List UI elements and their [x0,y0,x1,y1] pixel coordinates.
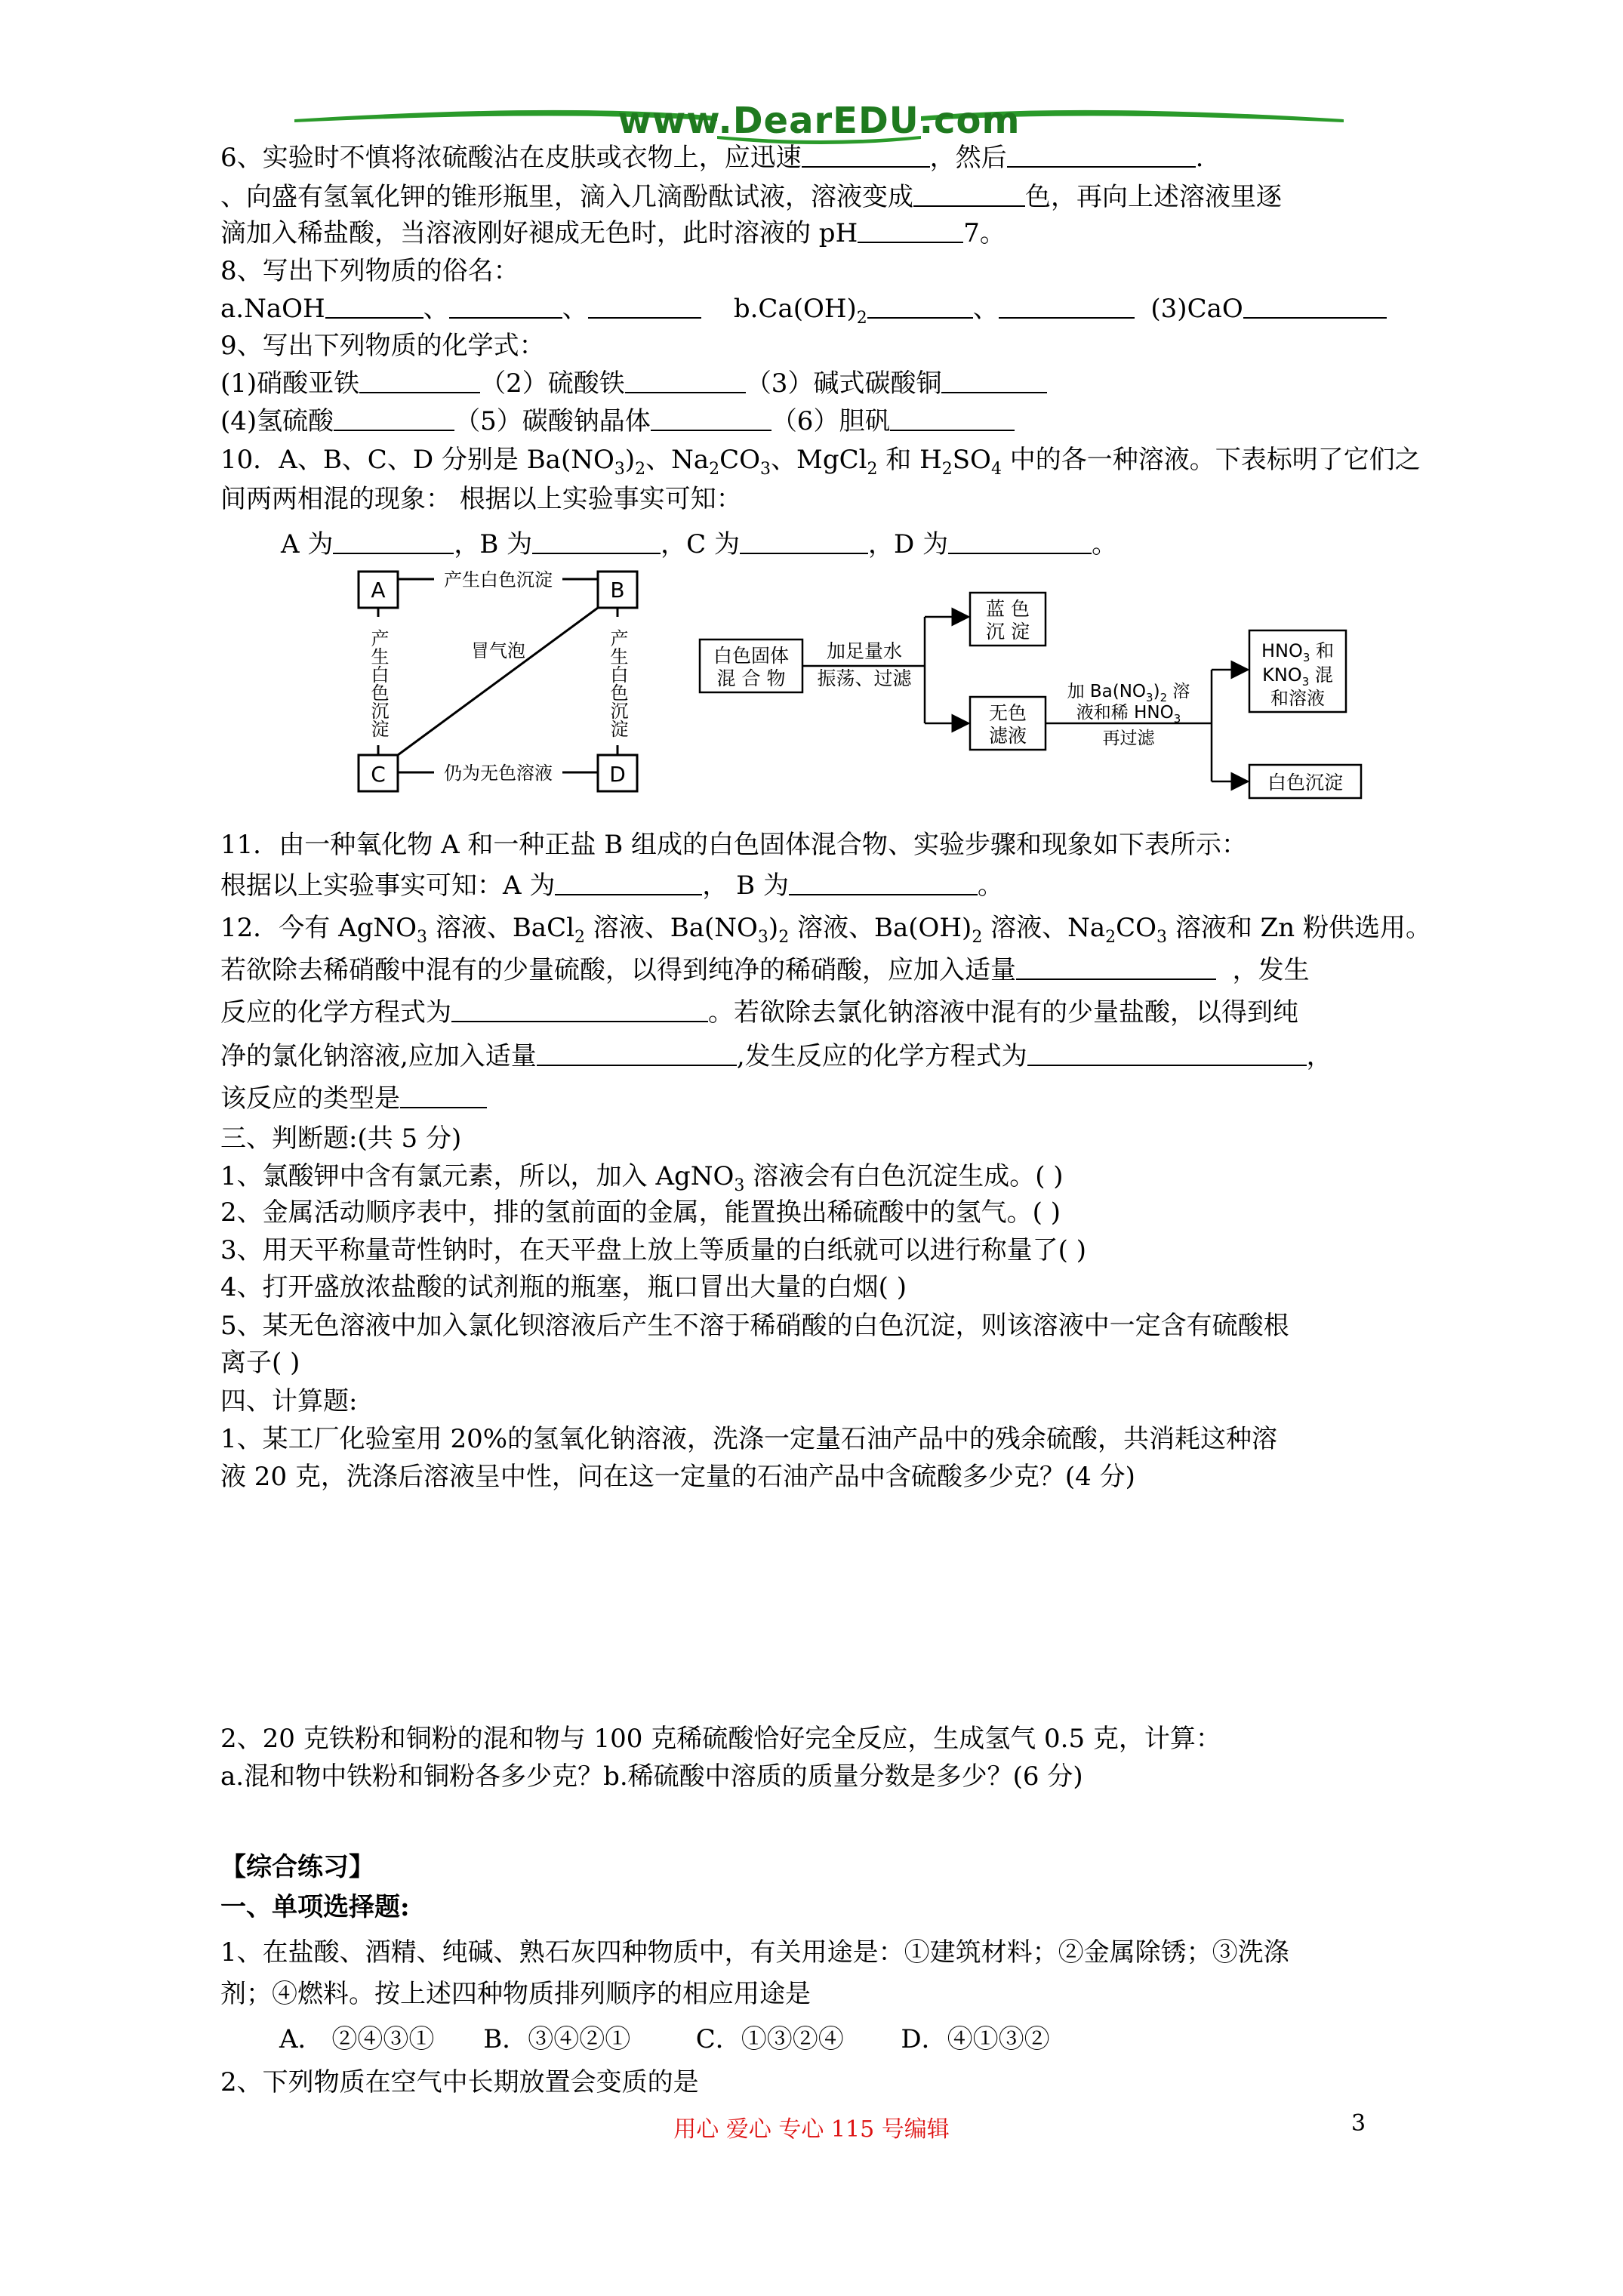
mix-label-1: $HNO_3$ 和 [1261,640,1335,664]
question-12-line-3: 反应的化学方程式为 。若欲除去氯化钠溶液中混有的少量盐酸，以得到纯 [220,997,1298,1028]
judgement-1: 1、氯酸钾中含有氯元素，所以，加入 AgNO$_3$ 溶液会有白色沉淀生成。( ) [220,1161,1064,1195]
question-9: 9、写出下列物质的化学式： [220,331,545,361]
question-9-row-2: (4)氢硫酸 （5）碳酸钠晶体 （6）胆矾 [220,405,1015,437]
start-label-2: 混 合 物 [716,667,786,689]
blue-label-1: 蓝 色 [986,598,1030,620]
label-b: B [610,578,625,603]
mc-1-line-2: 剂；④燃料。按上述四种物质排列顺序的相应用途是 [220,1979,811,2009]
mixing-square-diagram [343,562,668,797]
judgement-3: 3、用天平称量苛性钠时，在天平盘上放上等质量的白纸就可以进行称量了( ) [220,1235,1086,1265]
question-7-line-2: 滴加入稀盐酸，当溶液刚好褪成无色时，此时溶液的 pH 7。 [220,218,1006,248]
question-12-line-5: 该反应的类型是 [220,1083,487,1114]
footer-text: 用心 爱心 专心 115 号编辑 [673,2116,950,2143]
label-a: A [371,578,386,603]
question-10-line-2: 间两两相混的现象： 根据以上实验事实可知： [220,484,742,514]
step2-label-1: 加 $Ba(NO_3)_2$ 溶 [1067,682,1190,704]
step1-label-2: 振荡、过滤 [817,667,912,689]
question-10-line-1: 10．A、B、C、D 分别是 $Ba(NO_3)_2$、$Na_2CO_3$、MgCl$_2$ 和 $H_2SO_4$ 中的各一种溶液。下表标明了它们之 [220,445,1421,479]
question-8-blanks: a.NaOH 、 、 $b.Ca(OH)_2$ 、 (3)CaO [220,293,1387,325]
calc-2-line-2: a.混和物中铁粉和铜粉各多少克？b.稀硫酸中溶质的质量分数是多少？(6 分) [220,1761,1083,1792]
section-4-title: 四、计算题: [220,1386,358,1416]
mc-2: 2、下列物质在空气中长期放置会变质的是 [220,2067,699,2097]
question-7-line-1: 、向盛有氢氧化钾的锥形瓶里，滴入几滴酚酞试液，溶液变成 色，再向上述溶液里逐 [220,182,1282,212]
blue-label-2: 沉 淀 [986,621,1030,643]
section-3-title: 三、判断题:(共 5 分) [220,1123,462,1154]
label-c: C [371,762,386,787]
page-number: 3 [1351,2110,1366,2137]
judgement-4: 4、打开盛放浓盐酸的试剂瓶的瓶塞，瓶口冒出大量的白烟( ) [220,1272,907,1302]
question-12-line-2: 若欲除去稀硝酸中混有的少量硫酸，以得到纯净的稀硝酸，应加入适量 ，发生 [220,955,1310,985]
label-ab: 产生白色沉淀 [444,569,553,590]
start-label-1: 白色固体 [713,645,790,667]
calc-2-line-1: 2、20 克铁粉和铜粉的混和物与 100 克稀硫酸恰好完全反应，生成氢气 0.5 克，计算： [220,1724,1221,1754]
mix-label-3: 和溶液 [1270,688,1325,709]
judgement-5-line-2: 离子( ) [220,1348,300,1378]
label-d: D [609,762,626,787]
judgement-2: 2、金属活动顺序表中，排的氢前面的金属，能置换出稀硫酸中的氢气。( ) [220,1197,1061,1228]
label-ac: 产生白色沉淀 [368,629,389,738]
step2-label-2: 液和稀 $HNO_3$ [1076,703,1181,726]
question-11-line-2: 根据以上实验事实可知：A 为 ， B 为 。 [220,871,1003,901]
judgement-5-line-1: 5、某无色溶液中加入氯化钡溶液后产生不溶于稀硝酸的白色沉淀，则该溶液中一定含有硫酸根 [220,1311,1289,1341]
clear-label-2: 滤液 [988,725,1027,747]
line-bc [398,608,598,755]
white-precipitate-label: 白色沉淀 [1267,772,1344,794]
calc-1-line-2: 液 20 克，洗涤后溶液呈中性，问在这一定量的石油产品中含硫酸多少克？(4 分) [220,1462,1135,1492]
label-bd: 产生白色沉淀 [607,629,628,738]
comprehensive-practice-title: 【综合练习】 [220,1852,374,1882]
site-url: www.DearEDU.com [617,100,1021,142]
label-bc: 冒气泡 [471,640,525,661]
label-cd: 仍为无色溶液 [444,763,553,784]
section-1-title: 一、单项选择题: [220,1892,410,1922]
mc-1-options: A． ②④③① B．③④②① C．①③②④ D．④①③② [279,2024,1050,2054]
question-12-line-4: 净的氯化钠溶液,应加入适量 ,发生反应的化学方程式为 ， [220,1041,1332,1071]
question-6: 6、实验时不慎将浓硫酸沾在皮肤或衣物上，应迅速 ，然后 . [220,143,1204,173]
experiment-flow-diagram [691,585,1397,804]
question-12-line-1: 12．今有 AgNO$_3$ 溶液、BaCl$_2$ 溶液、$Ba(NO_3)_2$ 溶液、$Ba(OH)_2$ 溶液、$Na_2CO_3$ 溶液和 Zn 粉供选用。 [220,913,1431,947]
mix-label-2: $KNO_3$ 混 [1262,664,1333,689]
step1-label-1: 加足量水 [826,640,903,662]
clear-label-1: 无色 [988,702,1027,724]
step2-label-3: 再过滤 [1102,729,1155,748]
question-11-line-1: 11．由一种氧化物 A 和一种正盐 B 组成的白色固体混合物、实验步骤和现象如下表所示： [220,830,1248,860]
calc-1-line-1: 1、某工厂化验室用 20%的氢氧化钠溶液，洗涤一定量石油产品中的残余硫酸，共消耗这种溶 [220,1424,1278,1454]
question-8: 8、写出下列物质的俗名： [220,256,519,286]
question-9-row-1: (1)硝酸亚铁 （2）硫酸铁 （3）碱式碳酸铜 [220,368,1047,399]
mc-1-line-1: 1、在盐酸、酒精、纯碱、熟石灰四种物质中，有关用途是：①建筑材料；②金属除锈；③洗涤 [220,1937,1289,1968]
question-10-answers: A 为 ，B 为 ，C 为 ，D 为 。 [281,529,1118,559]
